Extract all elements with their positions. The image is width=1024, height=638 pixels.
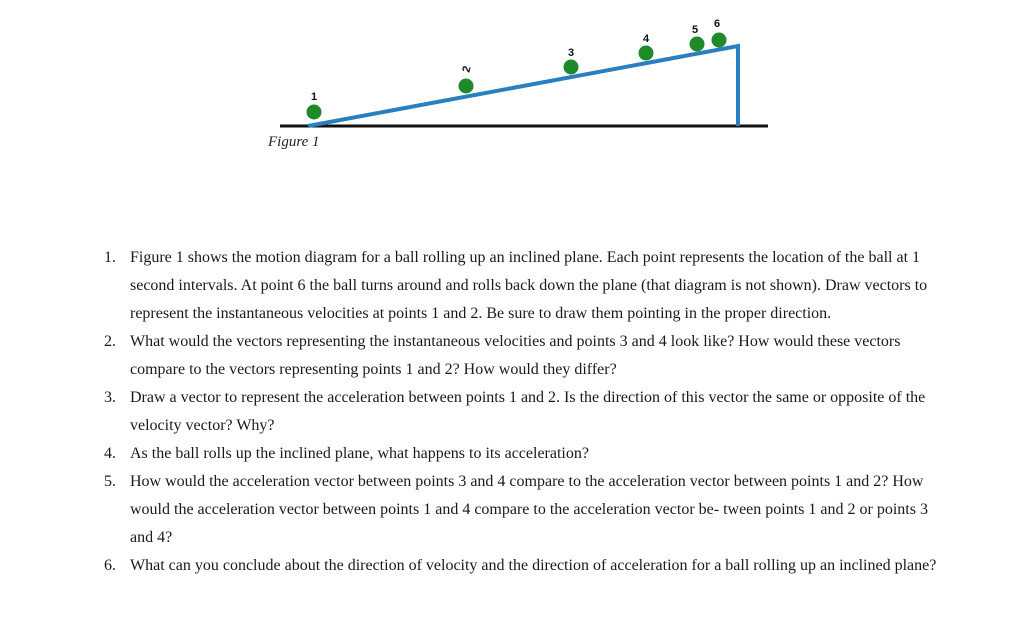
question-item — [104, 328, 954, 384]
point-label-3: 3 — [567, 47, 575, 59]
question-item — [104, 468, 954, 552]
question-number: 6. — [104, 557, 116, 574]
ball-point-4 — [639, 46, 654, 61]
question-item — [104, 244, 954, 328]
motion-diagram-figure — [0, 0, 1024, 160]
question-number: 4. — [104, 445, 116, 462]
ball-point-1 — [307, 105, 322, 120]
point-label-5: 5 — [691, 24, 699, 36]
ball-point-3 — [564, 60, 579, 75]
point-label-6: 6 — [713, 18, 721, 30]
question-list — [104, 244, 954, 580]
question-item — [104, 384, 954, 440]
question-number: 5. — [104, 473, 116, 490]
question-text: What would the vectors representing the instantaneous velocities and points 3 and 4 look like? How would these vectors compare to the vectors representing points 1 and 2? How would they differ? — [130, 333, 901, 378]
question-text: What can you conclude about the direction of velocity and the direction of acceleration for a ball rolling up an inclined plane? — [130, 557, 937, 574]
point-label-1: 1 — [310, 91, 318, 103]
figure-caption: Figure 1 — [268, 134, 320, 150]
point-label-4: 4 — [642, 33, 650, 45]
question-text: Figure 1 shows the motion diagram for a ball rolling up an inclined plane. Each point represents the location of the ball at 1 second intervals. At point 6 the ball turns around and rolls back down the plane (that diagram is not shown). Draw vectors to represent the instantaneous velocities at points 1 and 2. Be sure to draw them pointing in the proper direction. — [130, 249, 928, 322]
question-number: 1. — [104, 249, 116, 266]
ball-point-5 — [690, 37, 705, 52]
ball-point-6 — [712, 33, 727, 48]
ball-point-2 — [459, 79, 474, 94]
question-number: 2. — [104, 333, 116, 350]
question-item — [104, 552, 954, 580]
inclined-plane — [308, 46, 738, 126]
point-label-2: 2 — [460, 64, 474, 74]
question-text: Draw a vector to represent the acceleration between points 1 and 2. Is the direction of this vector the same or opposite of the velocity vector? Why? — [130, 389, 926, 434]
question-number: 3. — [104, 389, 116, 406]
question-text: How would the acceleration vector between points 3 and 4 compare to the acceleration vector between points 1 and 2? How would the acceleration vector between points 1 and 4 compare to the acceleration vector be- tween points 1 and 2 or points 3 and 4? — [130, 473, 928, 546]
question-text: As the ball rolls up the inclined plane, what happens to its acceleration? — [130, 445, 589, 462]
question-item — [104, 440, 954, 468]
